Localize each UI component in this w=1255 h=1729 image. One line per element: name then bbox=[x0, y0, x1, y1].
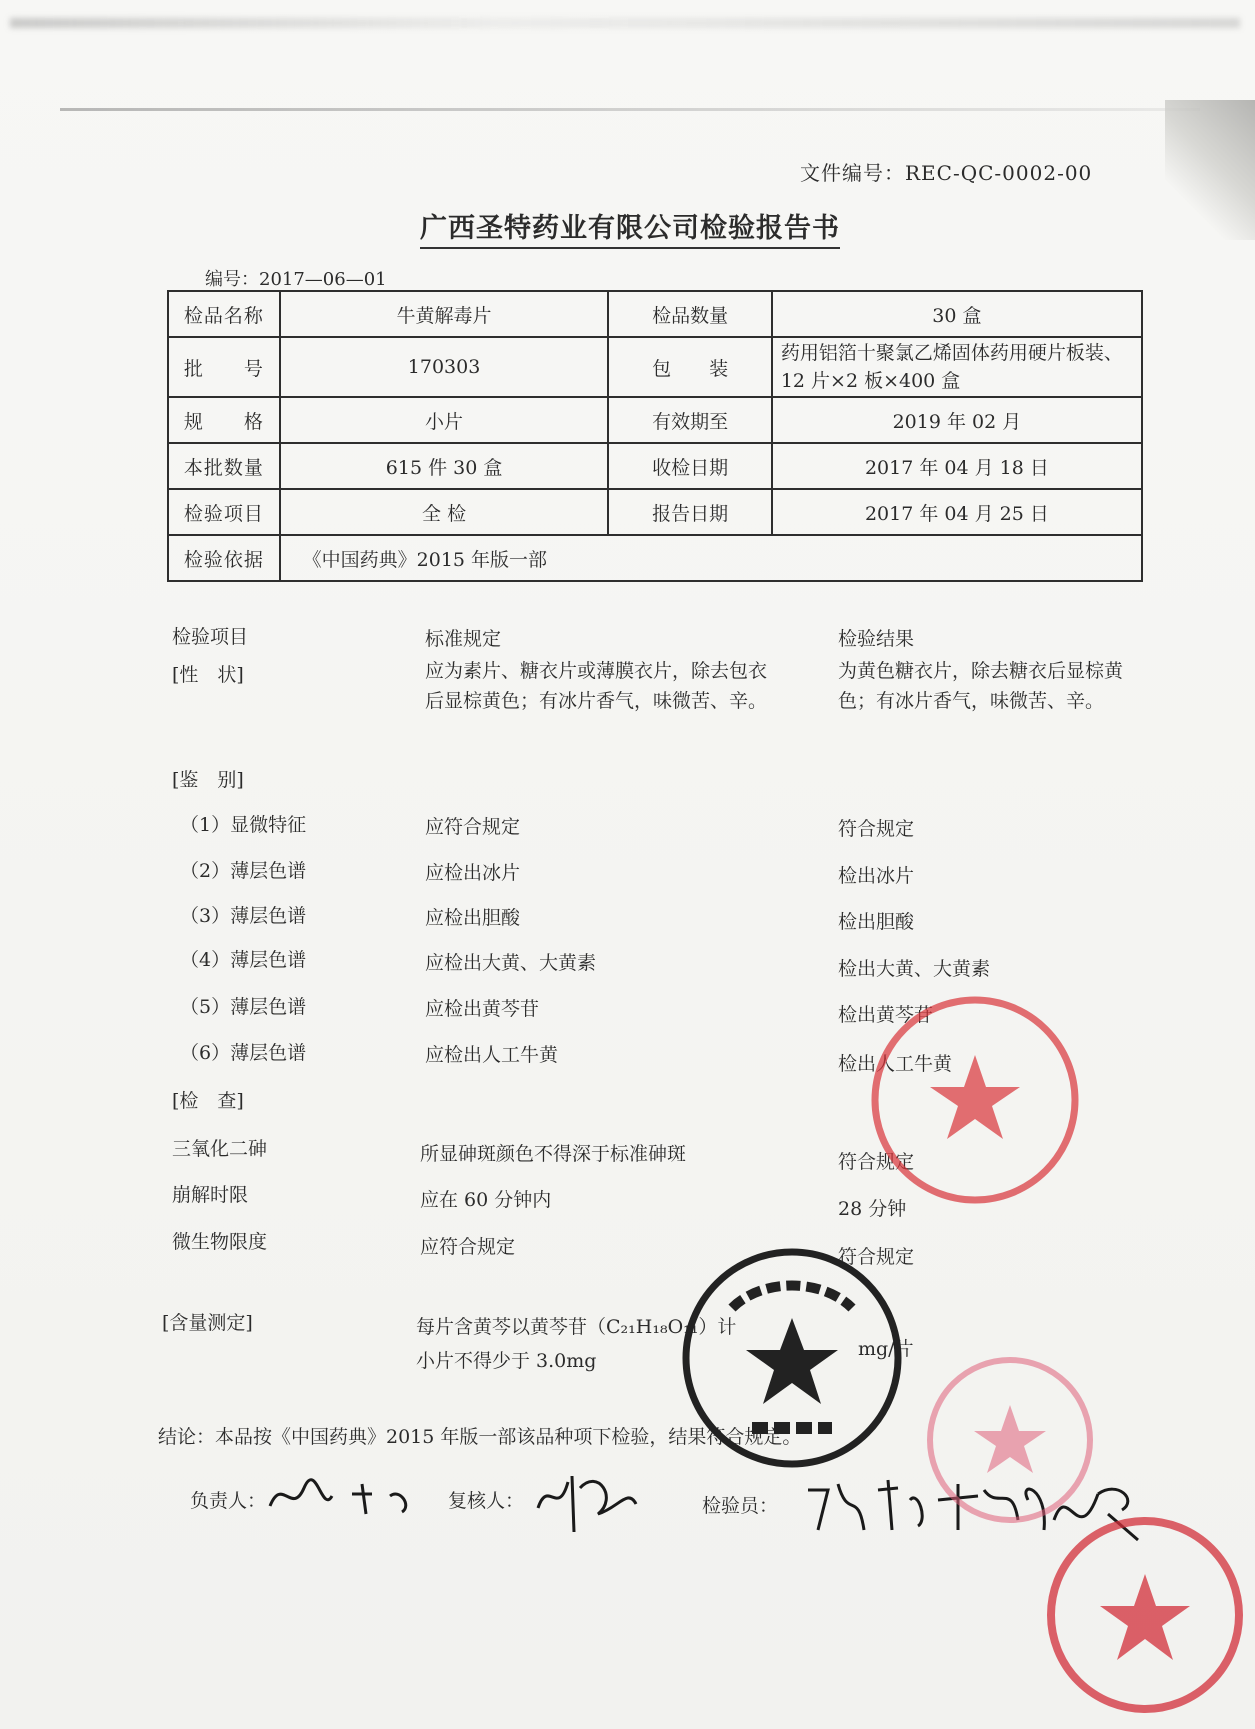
cell-value bbox=[772, 337, 1142, 397]
product-info-table bbox=[167, 290, 1143, 582]
cell-label: 检品数量 bbox=[608, 291, 771, 337]
assay-standard-line2: 小片不得少于 3.0mg bbox=[416, 1350, 597, 1372]
ident-standard: 应检出黄芩苷 bbox=[425, 998, 540, 1020]
appearance-label: [性 状] bbox=[172, 664, 244, 686]
red-inspection-stamp bbox=[860, 985, 1090, 1215]
cell-value: 170303 bbox=[280, 337, 609, 397]
ident-item: （2）薄层色谱 bbox=[180, 860, 307, 882]
ident-standard: 应检出人工牛黄 bbox=[425, 1044, 559, 1066]
table-row bbox=[168, 535, 1142, 581]
scan-crease bbox=[10, 18, 1240, 28]
cell-label: 有效期至 bbox=[608, 397, 771, 443]
responsible-signature bbox=[262, 1466, 422, 1526]
inspector-label: 检验员： bbox=[702, 1495, 779, 1517]
cell-value: 2017 年 04 月 25 日 bbox=[772, 489, 1142, 535]
ident-standard: 应检出大黄、大黄素 bbox=[425, 952, 597, 974]
results-header-item: 检验项目 bbox=[172, 626, 249, 648]
table-row bbox=[168, 337, 1142, 397]
cell-label: 检验依据 bbox=[168, 535, 280, 581]
cell-label: 检品名称 bbox=[168, 291, 280, 337]
ident-result: 检出黄芩苷 bbox=[838, 1004, 934, 1026]
cell-label: 批 号 bbox=[168, 337, 280, 397]
cell-label: 检验项目 bbox=[168, 489, 280, 535]
inspection-standard: 所显砷斑颜色不得深于标准砷斑 bbox=[420, 1143, 687, 1165]
inspection-item: 三氧化二砷 bbox=[172, 1138, 268, 1160]
cell-value: 牛黄解毒片 bbox=[280, 291, 609, 337]
pink-quality-stamp bbox=[915, 1345, 1105, 1535]
inspection-standard: 应符合规定 bbox=[420, 1236, 516, 1258]
company-inspection-stamp bbox=[672, 1238, 915, 1478]
cell-value: 2019 年 02 月 bbox=[772, 397, 1142, 443]
cell-value: 615 件 30 盒 bbox=[280, 443, 609, 489]
inspection-standard: 应在 60 分钟内 bbox=[420, 1189, 552, 1211]
inspection-item: 微生物限度 bbox=[172, 1231, 268, 1253]
ident-item: （3）薄层色谱 bbox=[180, 905, 307, 927]
conclusion-text: 结论：本品按《中国药典》2015 年版一部该品种项下检验，结果符合规定。 bbox=[158, 1426, 802, 1448]
assay-label: [含量测定] bbox=[162, 1312, 253, 1334]
inspection-result: 28 分钟 bbox=[838, 1198, 907, 1220]
ident-item: （5）薄层色谱 bbox=[180, 996, 307, 1018]
inspection-result: 符合规定 bbox=[838, 1151, 915, 1173]
results-header-standard: 标准规定 bbox=[425, 628, 502, 650]
ident-result: 检出冰片 bbox=[838, 865, 915, 887]
cell-value: 全 检 bbox=[280, 489, 609, 535]
ident-standard: 应符合规定 bbox=[425, 816, 521, 838]
assay-standard-line1: 每片含黄芩以黄芩苷（C₂₁H₁₈O₁₁）计 bbox=[416, 1316, 737, 1338]
cell-label: 包 装 bbox=[608, 337, 771, 397]
inspection-item: 崩解时限 bbox=[172, 1184, 249, 1206]
ident-item: （1）显微特征 bbox=[180, 814, 307, 836]
cell-value: 30 盒 bbox=[772, 291, 1142, 337]
table-row bbox=[168, 443, 1142, 489]
cell-value: 《中国药典》2015 年版一部 bbox=[280, 535, 1142, 581]
appearance-standard: 应为素片、糖衣片或薄膜衣片，除去包衣后显棕黄色；有冰片香气，味微苦、辛。 bbox=[425, 660, 768, 712]
cell-label: 报告日期 bbox=[608, 489, 771, 535]
cell-label: 规 格 bbox=[168, 397, 280, 443]
ident-result: 检出大黄、大黄素 bbox=[838, 958, 991, 980]
packaging-text: 药用铝箔十聚氯乙烯固体药用硬片板装、12 片×2 板×400 盒 bbox=[780, 342, 1123, 392]
inspection-result: 符合规定 bbox=[838, 1246, 915, 1268]
cell-value: 小片 bbox=[280, 397, 609, 443]
responsible-label: 负责人： bbox=[190, 1490, 267, 1512]
ident-result: 检出人工牛黄 bbox=[838, 1053, 953, 1075]
folded-corner bbox=[1165, 100, 1255, 240]
appearance-result: 为黄色糖衣片，除去糖衣后显棕黄色；有冰片香气，味微苦、辛。 bbox=[838, 660, 1124, 712]
red-quality-stamp bbox=[1040, 1510, 1250, 1720]
report-title: 广西圣特药业有限公司检验报告书 bbox=[420, 206, 840, 249]
ident-standard: 应检出冰片 bbox=[425, 862, 521, 884]
table-row bbox=[168, 489, 1142, 535]
paper-edge bbox=[60, 108, 1200, 111]
cell-label: 本批数量 bbox=[168, 443, 280, 489]
cell-label: 收检日期 bbox=[608, 443, 771, 489]
table-row bbox=[168, 397, 1142, 443]
inspection-label: [检 查] bbox=[172, 1090, 244, 1112]
ident-item: （6）薄层色谱 bbox=[180, 1042, 307, 1064]
cell-value: 2017 年 04 月 18 日 bbox=[772, 443, 1142, 489]
ident-result: 检出胆酸 bbox=[838, 911, 915, 933]
ident-standard: 应检出胆酸 bbox=[425, 907, 521, 929]
identification-label: [鉴 别] bbox=[172, 769, 244, 791]
ident-item: （4）薄层色谱 bbox=[180, 949, 307, 971]
table-row bbox=[168, 291, 1142, 337]
document-number: 文件编号：REC-QC-0002-00 bbox=[800, 161, 1093, 185]
ident-result: 符合规定 bbox=[838, 818, 915, 840]
reviewer-label: 复核人： bbox=[448, 1490, 525, 1512]
serial-number: 编号：2017—06—01 bbox=[205, 269, 387, 290]
reviewer-signature bbox=[528, 1458, 648, 1538]
assay-result: mg/片 bbox=[858, 1338, 914, 1360]
results-header-result: 检验结果 bbox=[838, 628, 915, 650]
